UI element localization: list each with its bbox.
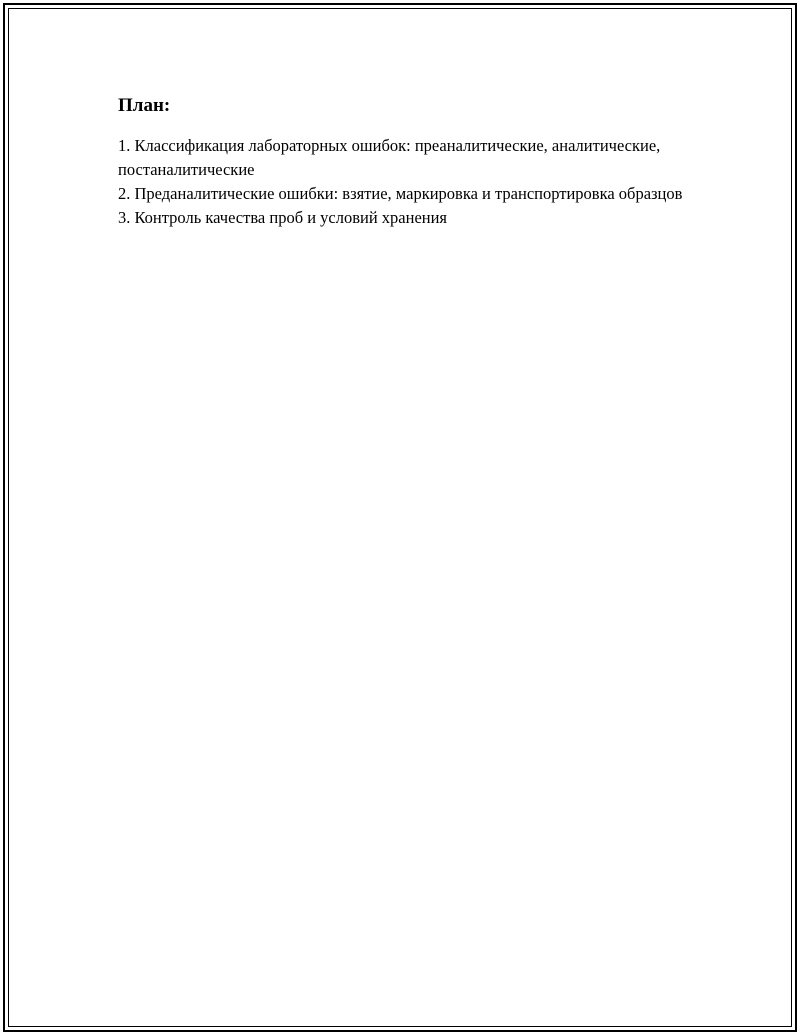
plan-item-1: 1. Классификация лабораторных ошибок: преаналитические, аналитические, постаналитические [118, 136, 661, 179]
plan-list [118, 134, 698, 230]
page-content [118, 92, 698, 230]
plan-item-2: 2. Преданалитические ошибки: взятие, маркировка и транспортировка образцов [118, 184, 683, 203]
plan-heading: План: [118, 95, 171, 116]
plan-item-3: 3. Контроль качества проб и условий хранения [118, 208, 448, 227]
